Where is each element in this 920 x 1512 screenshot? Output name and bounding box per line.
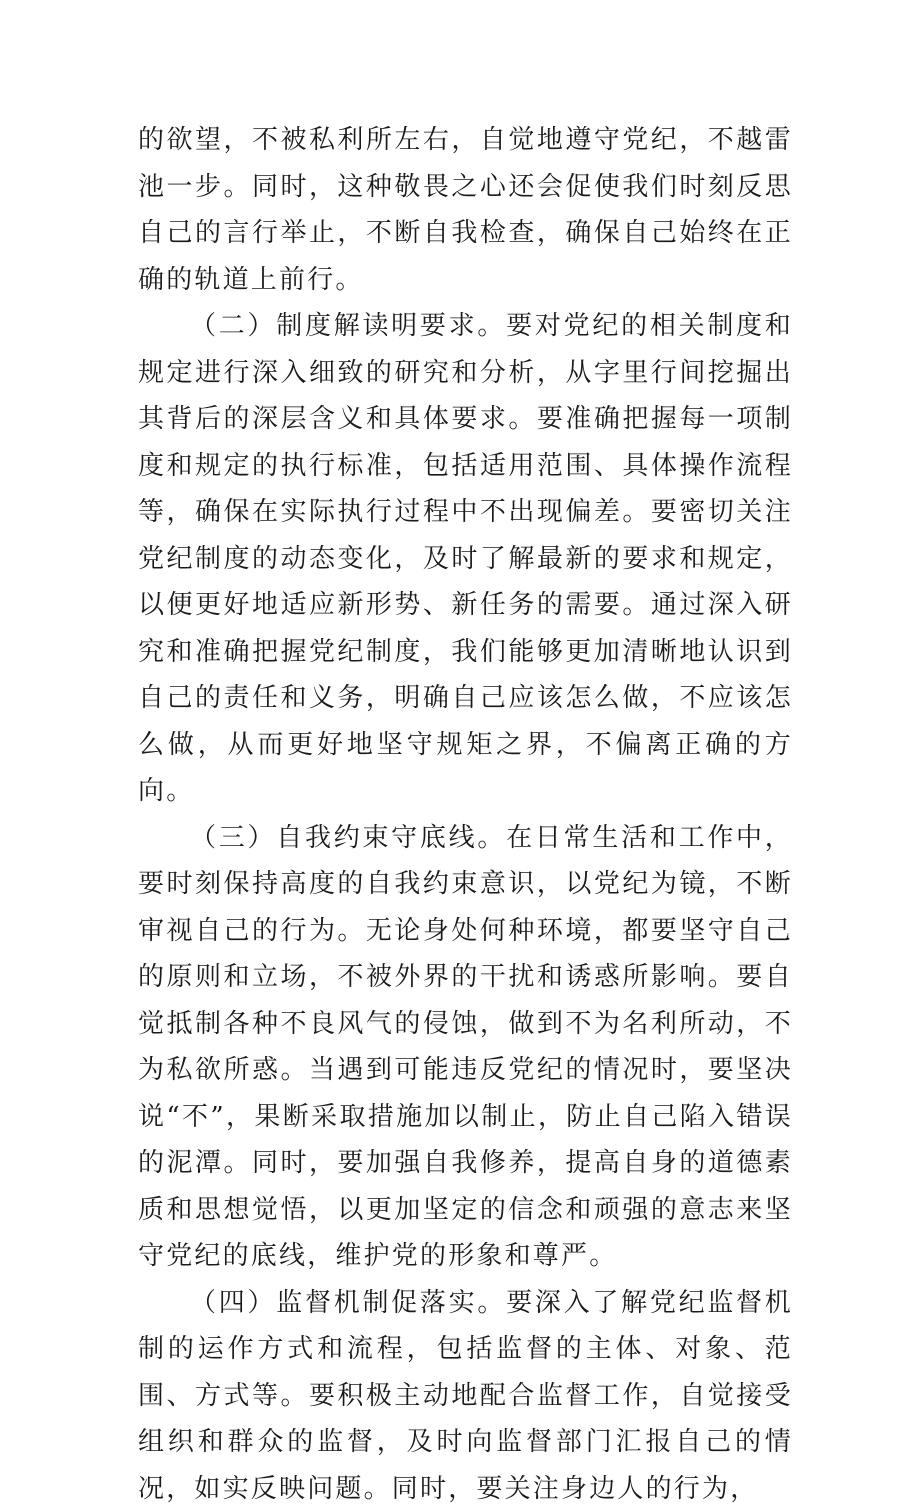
paragraph-section-3: （三）自我约束守底线。在日常生活和工作中，要时刻保持高度的自我约束意识，以党纪为镜，不断审视自己的行为。无论身处何种环境，都要坚守自己的原则和立场，不被外界的干扰和诱惑所影响。要自觉抵制各种不良风气的侵蚀，做到不为名利所动，不为私欲所惑。当遇到可能违反党纪的情况时，要坚决说“不”，果断采取措施加以制止，防止自己陷入错误的泥潭。同时，要加强自我修养，提高自身的道德素质和思想觉悟，以更加坚定的信念和顽强的意志来坚守党纪的底线，维护党的形象和尊严。 [138,815,793,1280]
paragraph-continuation: 的欲望，不被私利所左右，自觉地遵守党纪，不越雷池一步。同时，这种敬畏之心还会促使我们时刻反思自己的言行举止，不断自我检查，确保自己始终在正确的轨道上前行。 [138,117,793,303]
paragraph-section-2: （二）制度解读明要求。要对党纪的相关制度和规定进行深入细致的研究和分析，从字里行间挖掘出其背后的深层含义和具体要求。要准确把握每一项制度和规定的执行标准，包括适用范围、具体操作流程等，确保在实际执行过程中不出现偏差。要密切关注党纪制度的动态变化，及时了解最新的要求和规定，以便更好地适应新形势、新任务的需要。通过深入研究和准确把握党纪制度，我们能够更加清晰地认识到自己的责任和义务，明确自己应该怎么做，不应该怎么做，从而更好地坚守规矩之界，不偏离正确的方向。 [138,303,793,815]
paragraph-section-4: （四）监督机制促落实。要深入了解党纪监督机制的运作方式和流程，包括监督的主体、对象、范围、方式等。要积极主动地配合监督工作，自觉接受组织和群众的监督，及时向监督部门汇报自己的情况，如实反映问题。同时，要关注身边人的行为， [138,1280,793,1512]
document-body [138,117,793,1512]
